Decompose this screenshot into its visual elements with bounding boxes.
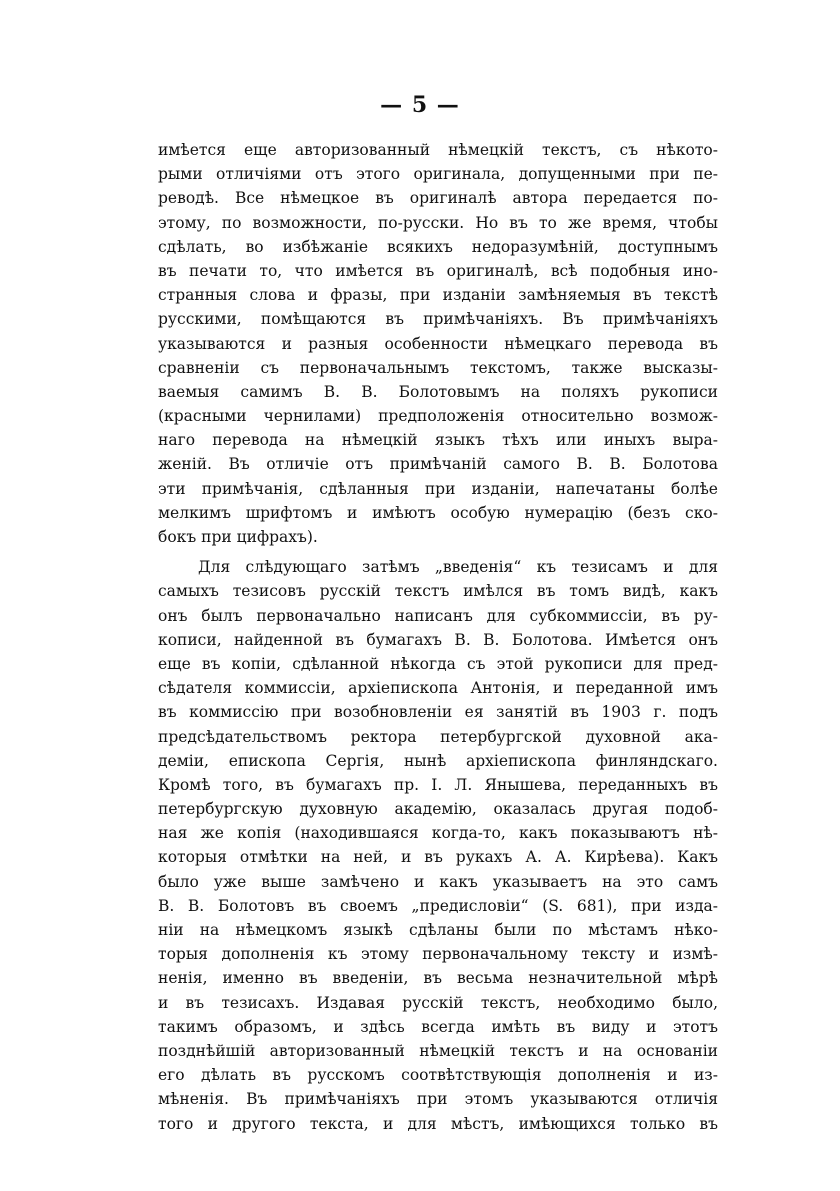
page-number: — 5 — [380,92,460,118]
paragraph-2 [158,555,718,1136]
text-line: русскими, помѣщаются въ примѣчаніяхъ. Въ примѣчаніяхъ [158,310,718,329]
text-line: кописи, найденной въ бумагахъ В. В. Болотова. Имѣется онъ [158,630,718,649]
text-line: еще въ копіи, сдѣланной нѣкогда съ этой рукописи для пред- [158,654,718,673]
text-line: (красными чернилами) предположенія относительно возмож- [158,407,718,426]
text-line: петербургскую духовную академію, оказалась другая подоб- [158,800,718,819]
text-line: указываются и разныя особенности нѣмецкаго перевода въ [158,334,718,353]
text-line: въ коммиссію при возобновленіи ея занятій въ 1903 г. подъ [158,703,718,722]
text-line: бокъ при цифрахъ). [158,528,318,546]
text-line: было уже выше замѣчено и какъ указываетъ на это самъ [158,872,718,891]
text-line: которыя отмѣтки на ней, и въ рукахъ А. А. Кирѣева). Какъ [158,848,718,867]
text-line: ная же копія (находившаяся когда-то, какъ показываютъ нѣ- [158,824,718,843]
text-line: самыхъ тезисовъ русскій текстъ имѣлся въ томъ видѣ, какъ [158,582,718,601]
text-line: предсѣдательствомъ ректора петербургской духовной ака- [158,727,718,746]
text-line: деміи, епископа Сергія, нынѣ архіепископа финляндскаго. [158,751,718,770]
text-line: мѣненія. Въ примѣчаніяхъ при этомъ указываются отличія [158,1090,718,1109]
paragraph-1 [158,138,718,549]
text-line: его дѣлать въ русскомъ соотвѣтствующія дополненія и из- [158,1066,718,1085]
text-line: Для слѣдующаго затѣмъ „введенія“ къ тезисамъ и для [198,558,718,577]
text-line: сѣдателя коммиссіи, архіепископа Антонія, и переданной имъ [158,679,718,698]
text-line: сдѣлать, во избѣжаніе всякихъ недоразумѣній, доступнымъ [158,237,718,256]
text-line: того и другого текста, и для мѣстъ, имѣющихся только въ [158,1114,718,1133]
text-line: мелкимъ шрифтомъ и имѣютъ особую нумерацію (безъ ско- [158,503,718,522]
text-line: позднѣйшій авторизованный нѣмецкій текстъ и на основаніи [158,1041,718,1060]
text-line: торыя дополненія къ этому первоначальному тексту и измѣ- [158,945,718,964]
text-line: онъ былъ первоначально написанъ для субкоммиссіи, въ ру- [158,606,718,625]
text-line: имѣется еще авторизованный нѣмецкій текстъ, съ нѣкото- [158,141,718,159]
text-line: сравненіи съ первоначальнымъ текстомъ, также высказы- [158,358,718,377]
text-line: женій. Въ отличіе отъ примѣчаній самого В. В. Болотова [158,455,718,474]
text-line: наго перевода на нѣмецкій языкъ тѣхъ или иныхъ выра- [158,431,718,450]
text-line: эти примѣчанія, сдѣланныя при изданіи, напечатаны болѣе [158,479,718,498]
text-line: этому, по возможности, по-русски. Но въ то же время, чтобы [158,213,718,232]
text-line: въ печати то, что имѣется въ оригиналѣ, всѣ подобныя ино- [158,261,718,280]
text-line: странныя слова и фразы, при изданіи замѣняемыя въ текстѣ [158,286,718,305]
text-line: реводѣ. Все нѣмецкое въ оригиналѣ автора передается по- [158,189,718,208]
text-line: такимъ образомъ, и здѣсь всегда имѣть въ виду и этотъ [158,1017,718,1036]
text-line: Кромѣ того, въ бумагахъ пр. І. Л. Янышева, переданныхъ въ [158,775,718,794]
text-line: ненія, именно въ введеніи, въ весьма незначительной мѣрѣ [158,969,718,988]
text-line: ніи на нѣмецкомъ языкѣ сдѣланы были по мѣстамъ нѣко- [158,921,718,939]
text-line: и въ тезисахъ. Издавая русскій текстъ, необходимо было, [158,993,718,1012]
text-line: ваемыя самимъ В. В. Болотовымъ на поляхъ рукописи [158,382,718,401]
text-line: В. В. Болотовъ въ своемъ „предисловіи“ (S. 681), при изда- [158,896,718,915]
text-line: рыми отличіями отъ этого оригинала, допущенными при пе- [158,165,718,184]
body-text [158,138,718,1136]
